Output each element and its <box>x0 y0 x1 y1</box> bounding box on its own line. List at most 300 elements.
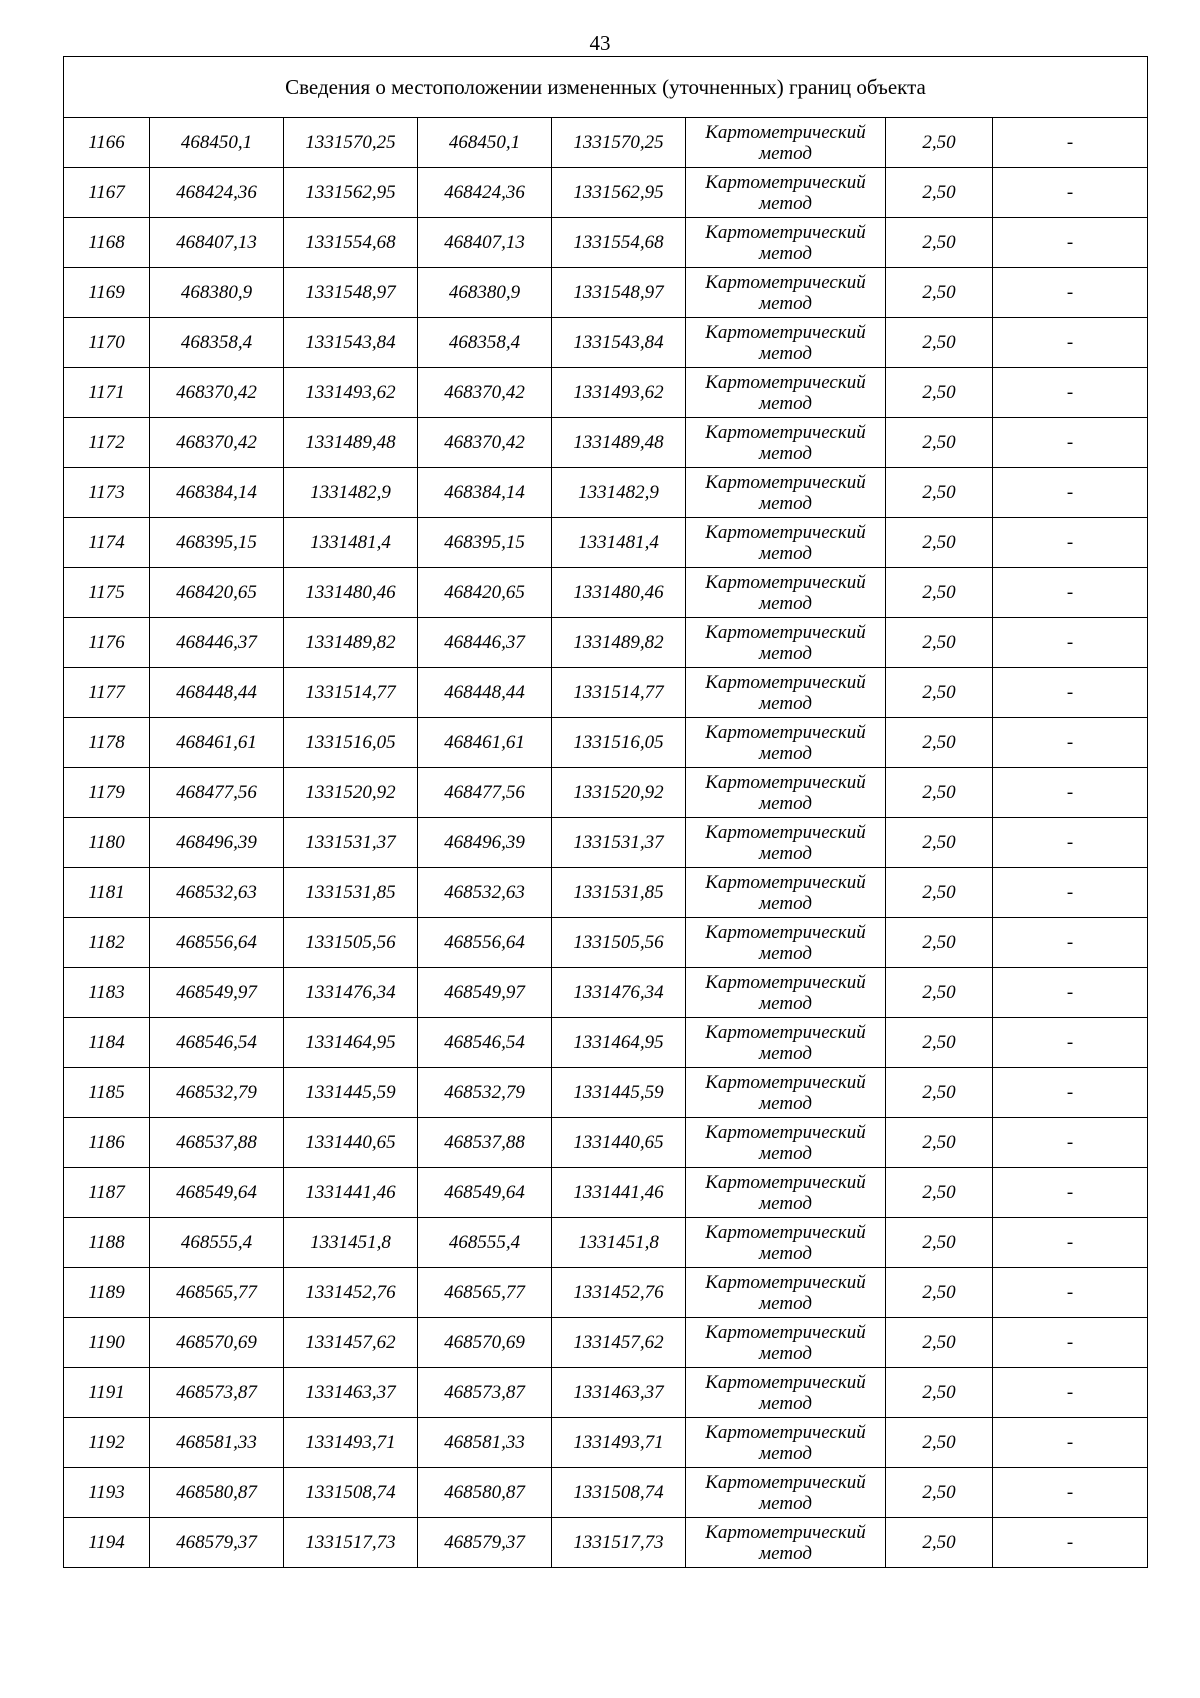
table-row <box>64 1118 1148 1168</box>
old-x-cell: 468549,64 <box>150 1168 284 1218</box>
point-number-cell: 1184 <box>64 1018 150 1068</box>
new-y-cell: 1331463,37 <box>552 1368 686 1418</box>
method-cell <box>686 368 886 418</box>
new-y-cell: 1331440,65 <box>552 1118 686 1168</box>
description-cell: - <box>993 1318 1148 1368</box>
method-line-1: Картометрический <box>705 921 866 943</box>
point-number-cell: 1175 <box>64 568 150 618</box>
point-number-cell: 1188 <box>64 1218 150 1268</box>
method-cell <box>686 818 886 868</box>
new-x-cell: 468448,44 <box>418 668 552 718</box>
accuracy-cell: 2,50 <box>886 968 993 1018</box>
old-y-cell: 1331441,46 <box>284 1168 418 1218</box>
old-x-cell: 468407,13 <box>150 218 284 268</box>
new-x-cell: 468370,42 <box>418 418 552 468</box>
new-y-cell: 1331489,48 <box>552 418 686 468</box>
method-line-2: метод <box>759 1342 812 1364</box>
point-number-cell: 1166 <box>64 118 150 168</box>
table-row <box>64 1318 1148 1368</box>
method-line-2: метод <box>759 1142 812 1164</box>
new-x-cell: 468549,97 <box>418 968 552 1018</box>
method-line-2: метод <box>759 242 812 264</box>
accuracy-cell: 2,50 <box>886 1218 993 1268</box>
method-line-2: метод <box>759 342 812 364</box>
method-cell <box>686 1018 886 1068</box>
point-number-cell: 1170 <box>64 318 150 368</box>
old-x-cell: 468370,42 <box>150 368 284 418</box>
method-line-1: Картометрический <box>705 121 866 143</box>
description-cell: - <box>993 318 1148 368</box>
new-x-cell: 468581,33 <box>418 1418 552 1468</box>
point-number-cell: 1182 <box>64 918 150 968</box>
old-x-cell: 468556,64 <box>150 918 284 968</box>
new-x-cell: 468546,54 <box>418 1018 552 1068</box>
method-line-2: метод <box>759 1092 812 1114</box>
old-x-cell: 468446,37 <box>150 618 284 668</box>
old-x-cell: 468358,4 <box>150 318 284 368</box>
description-cell: - <box>993 718 1148 768</box>
method-cell <box>686 918 886 968</box>
old-y-cell: 1331489,82 <box>284 618 418 668</box>
accuracy-cell: 2,50 <box>886 1368 993 1418</box>
page-number: 43 <box>589 31 611 55</box>
accuracy-cell: 2,50 <box>886 868 993 918</box>
method-line-1: Картометрический <box>705 421 866 443</box>
old-x-cell: 468450,1 <box>150 118 284 168</box>
method-line-1: Картометрический <box>705 521 866 543</box>
method-line-2: метод <box>759 142 812 164</box>
old-y-cell: 1331481,4 <box>284 518 418 568</box>
new-y-cell: 1331517,73 <box>552 1518 686 1568</box>
description-cell: - <box>993 818 1148 868</box>
point-number-cell: 1193 <box>64 1468 150 1518</box>
old-x-cell: 468496,39 <box>150 818 284 868</box>
accuracy-cell: 2,50 <box>886 1318 993 1368</box>
accuracy-cell: 2,50 <box>886 568 993 618</box>
method-line-1: Картометрический <box>705 371 866 393</box>
accuracy-cell: 2,50 <box>886 668 993 718</box>
old-x-cell: 468532,79 <box>150 1068 284 1118</box>
point-number-cell: 1174 <box>64 518 150 568</box>
description-cell: - <box>993 1218 1148 1268</box>
method-line-1: Картометрический <box>705 1171 866 1193</box>
point-number-cell: 1171 <box>64 368 150 418</box>
new-x-cell: 468555,4 <box>418 1218 552 1268</box>
description-cell: - <box>993 968 1148 1018</box>
point-number-cell: 1172 <box>64 418 150 468</box>
method-line-1: Картометрический <box>705 1371 866 1393</box>
old-x-cell: 468549,97 <box>150 968 284 1018</box>
new-x-cell: 468395,15 <box>418 518 552 568</box>
method-cell <box>686 1468 886 1518</box>
method-cell <box>686 468 886 518</box>
point-number-cell: 1192 <box>64 1418 150 1468</box>
old-x-cell: 468580,87 <box>150 1468 284 1518</box>
point-number-cell: 1180 <box>64 818 150 868</box>
accuracy-cell: 2,50 <box>886 618 993 668</box>
table-row <box>64 568 1148 618</box>
method-cell <box>686 768 886 818</box>
description-cell: - <box>993 418 1148 468</box>
old-x-cell: 468573,87 <box>150 1368 284 1418</box>
table-row <box>64 1368 1148 1418</box>
method-cell <box>686 318 886 368</box>
point-number-cell: 1176 <box>64 618 150 668</box>
new-x-cell: 468461,61 <box>418 718 552 768</box>
old-x-cell: 468420,65 <box>150 568 284 618</box>
method-line-2: метод <box>759 442 812 464</box>
old-x-cell: 468370,42 <box>150 418 284 468</box>
old-y-cell: 1331482,9 <box>284 468 418 518</box>
point-number-cell: 1181 <box>64 868 150 918</box>
point-number-cell: 1185 <box>64 1068 150 1118</box>
new-y-cell: 1331481,4 <box>552 518 686 568</box>
point-number-cell: 1167 <box>64 168 150 218</box>
old-x-cell: 468565,77 <box>150 1268 284 1318</box>
new-y-cell: 1331451,8 <box>552 1218 686 1268</box>
description-cell: - <box>993 1468 1148 1518</box>
point-number-cell: 1187 <box>64 1168 150 1218</box>
description-cell: - <box>993 1018 1148 1068</box>
new-x-cell: 468358,4 <box>418 318 552 368</box>
method-line-2: метод <box>759 1292 812 1314</box>
description-cell: - <box>993 1118 1148 1168</box>
point-number-cell: 1178 <box>64 718 150 768</box>
method-line-2: метод <box>759 792 812 814</box>
description-cell: - <box>993 1368 1148 1418</box>
table-row <box>64 1468 1148 1518</box>
accuracy-cell: 2,50 <box>886 1268 993 1318</box>
description-cell: - <box>993 468 1148 518</box>
method-line-1: Картометрический <box>705 671 866 693</box>
method-line-2: метод <box>759 542 812 564</box>
table-row <box>64 168 1148 218</box>
old-y-cell: 1331562,95 <box>284 168 418 218</box>
description-cell: - <box>993 168 1148 218</box>
accuracy-cell: 2,50 <box>886 1468 993 1518</box>
description-cell: - <box>993 1518 1148 1568</box>
method-line-1: Картометрический <box>705 471 866 493</box>
new-y-cell: 1331445,59 <box>552 1068 686 1118</box>
method-line-2: метод <box>759 1042 812 1064</box>
old-y-cell: 1331516,05 <box>284 718 418 768</box>
point-number-cell: 1190 <box>64 1318 150 1368</box>
method-cell <box>686 168 886 218</box>
accuracy-cell: 2,50 <box>886 918 993 968</box>
old-x-cell: 468570,69 <box>150 1318 284 1368</box>
point-number-cell: 1168 <box>64 218 150 268</box>
method-line-2: метод <box>759 292 812 314</box>
method-line-2: метод <box>759 392 812 414</box>
boundary-coordinates-table <box>63 56 1148 1568</box>
accuracy-cell: 2,50 <box>886 318 993 368</box>
new-y-cell: 1331514,77 <box>552 668 686 718</box>
new-y-cell: 1331548,97 <box>552 268 686 318</box>
method-line-1: Картометрический <box>705 971 866 993</box>
method-line-2: метод <box>759 742 812 764</box>
new-x-cell: 468450,1 <box>418 118 552 168</box>
accuracy-cell: 2,50 <box>886 218 993 268</box>
new-x-cell: 468424,36 <box>418 168 552 218</box>
old-y-cell: 1331531,37 <box>284 818 418 868</box>
accuracy-cell: 2,50 <box>886 118 993 168</box>
new-x-cell: 468570,69 <box>418 1318 552 1368</box>
description-cell: - <box>993 618 1148 668</box>
new-y-cell: 1331482,9 <box>552 468 686 518</box>
point-number-cell: 1169 <box>64 268 150 318</box>
method-line-1: Картометрический <box>705 1321 866 1343</box>
method-line-1: Картометрический <box>705 721 866 743</box>
table-row <box>64 518 1148 568</box>
method-line-2: метод <box>759 592 812 614</box>
method-line-1: Картометрический <box>705 271 866 293</box>
method-line-1: Картометрический <box>705 321 866 343</box>
new-y-cell: 1331505,56 <box>552 918 686 968</box>
new-y-cell: 1331570,25 <box>552 118 686 168</box>
method-cell <box>686 1268 886 1318</box>
new-x-cell: 468565,77 <box>418 1268 552 1318</box>
point-number-cell: 1191 <box>64 1368 150 1418</box>
description-cell: - <box>993 368 1148 418</box>
old-x-cell: 468384,14 <box>150 468 284 518</box>
method-line-2: метод <box>759 1492 812 1514</box>
method-line-1: Картометрический <box>705 1221 866 1243</box>
method-cell <box>686 268 886 318</box>
method-cell <box>686 218 886 268</box>
old-y-cell: 1331451,8 <box>284 1218 418 1268</box>
table-row <box>64 318 1148 368</box>
table-row <box>64 1518 1148 1568</box>
old-y-cell: 1331554,68 <box>284 218 418 268</box>
new-y-cell: 1331554,68 <box>552 218 686 268</box>
table-row <box>64 818 1148 868</box>
old-y-cell: 1331489,48 <box>284 418 418 468</box>
method-line-2: метод <box>759 1542 812 1564</box>
point-number-cell: 1194 <box>64 1518 150 1568</box>
old-x-cell: 468477,56 <box>150 768 284 818</box>
new-y-cell: 1331476,34 <box>552 968 686 1018</box>
new-x-cell: 468370,42 <box>418 368 552 418</box>
table-row <box>64 218 1148 268</box>
new-y-cell: 1331562,95 <box>552 168 686 218</box>
method-line-1: Картометрический <box>705 571 866 593</box>
method-line-1: Картометрический <box>705 821 866 843</box>
new-y-cell: 1331493,71 <box>552 1418 686 1468</box>
accuracy-cell: 2,50 <box>886 818 993 868</box>
point-number-cell: 1189 <box>64 1268 150 1318</box>
table-row <box>64 618 1148 668</box>
method-line-1: Картометрический <box>705 1071 866 1093</box>
accuracy-cell: 2,50 <box>886 368 993 418</box>
new-x-cell: 468573,87 <box>418 1368 552 1418</box>
old-y-cell: 1331493,71 <box>284 1418 418 1468</box>
method-cell <box>686 418 886 468</box>
method-cell <box>686 618 886 668</box>
new-x-cell: 468420,65 <box>418 568 552 618</box>
description-cell: - <box>993 1268 1148 1318</box>
description-cell: - <box>993 118 1148 168</box>
old-x-cell: 468424,36 <box>150 168 284 218</box>
method-cell <box>686 1318 886 1368</box>
method-line-2: метод <box>759 942 812 964</box>
method-cell <box>686 1068 886 1118</box>
old-y-cell: 1331445,59 <box>284 1068 418 1118</box>
method-line-1: Картометрический <box>705 1021 866 1043</box>
accuracy-cell: 2,50 <box>886 168 993 218</box>
new-x-cell: 468549,64 <box>418 1168 552 1218</box>
new-x-cell: 468556,64 <box>418 918 552 968</box>
new-y-cell: 1331441,46 <box>552 1168 686 1218</box>
table-row <box>64 718 1148 768</box>
accuracy-cell: 2,50 <box>886 718 993 768</box>
table-row <box>64 368 1148 418</box>
old-x-cell: 468555,4 <box>150 1218 284 1268</box>
old-x-cell: 468448,44 <box>150 668 284 718</box>
description-cell: - <box>993 868 1148 918</box>
accuracy-cell: 2,50 <box>886 1418 993 1468</box>
new-y-cell: 1331480,46 <box>552 568 686 618</box>
table-row <box>64 968 1148 1018</box>
method-cell <box>686 968 886 1018</box>
old-x-cell: 468532,63 <box>150 868 284 918</box>
old-x-cell: 468395,15 <box>150 518 284 568</box>
new-x-cell: 468580,87 <box>418 1468 552 1518</box>
table-row <box>64 1418 1148 1468</box>
method-cell <box>686 1168 886 1218</box>
method-cell <box>686 518 886 568</box>
accuracy-cell: 2,50 <box>886 1018 993 1068</box>
method-cell <box>686 718 886 768</box>
new-x-cell: 468477,56 <box>418 768 552 818</box>
old-x-cell: 468546,54 <box>150 1018 284 1068</box>
accuracy-cell: 2,50 <box>886 1518 993 1568</box>
table-row <box>64 668 1148 718</box>
new-x-cell: 468496,39 <box>418 818 552 868</box>
new-y-cell: 1331464,95 <box>552 1018 686 1068</box>
method-line-2: метод <box>759 992 812 1014</box>
table-row <box>64 1218 1148 1268</box>
old-x-cell: 468579,37 <box>150 1518 284 1568</box>
table-row <box>64 768 1148 818</box>
method-cell <box>686 1418 886 1468</box>
accuracy-cell: 2,50 <box>886 418 993 468</box>
old-y-cell: 1331440,65 <box>284 1118 418 1168</box>
old-y-cell: 1331508,74 <box>284 1468 418 1518</box>
method-line-1: Картометрический <box>705 1521 866 1543</box>
method-cell <box>686 118 886 168</box>
method-cell <box>686 1368 886 1418</box>
new-y-cell: 1331508,74 <box>552 1468 686 1518</box>
old-y-cell: 1331514,77 <box>284 668 418 718</box>
description-cell: - <box>993 1068 1148 1118</box>
old-y-cell: 1331520,92 <box>284 768 418 818</box>
method-cell <box>686 1218 886 1268</box>
new-y-cell: 1331457,62 <box>552 1318 686 1368</box>
new-x-cell: 468407,13 <box>418 218 552 268</box>
accuracy-cell: 2,50 <box>886 768 993 818</box>
method-line-1: Картометрический <box>705 621 866 643</box>
table-row <box>64 1068 1148 1118</box>
old-y-cell: 1331464,95 <box>284 1018 418 1068</box>
old-y-cell: 1331531,85 <box>284 868 418 918</box>
new-y-cell: 1331452,76 <box>552 1268 686 1318</box>
new-x-cell: 468446,37 <box>418 618 552 668</box>
accuracy-cell: 2,50 <box>886 1068 993 1118</box>
table-row <box>64 868 1148 918</box>
description-cell: - <box>993 218 1148 268</box>
new-x-cell: 468579,37 <box>418 1518 552 1568</box>
description-cell: - <box>993 1168 1148 1218</box>
new-x-cell: 468380,9 <box>418 268 552 318</box>
accuracy-cell: 2,50 <box>886 1118 993 1168</box>
old-y-cell: 1331463,37 <box>284 1368 418 1418</box>
method-line-1: Картометрический <box>705 871 866 893</box>
new-y-cell: 1331516,05 <box>552 718 686 768</box>
old-x-cell: 468581,33 <box>150 1418 284 1468</box>
method-line-1: Картометрический <box>705 171 866 193</box>
table-row <box>64 268 1148 318</box>
new-x-cell: 468537,88 <box>418 1118 552 1168</box>
method-line-2: метод <box>759 692 812 714</box>
new-y-cell: 1331493,62 <box>552 368 686 418</box>
new-y-cell: 1331531,37 <box>552 818 686 868</box>
method-line-2: метод <box>759 492 812 514</box>
method-line-2: метод <box>759 892 812 914</box>
method-line-2: метод <box>759 192 812 214</box>
description-cell: - <box>993 918 1148 968</box>
new-y-cell: 1331531,85 <box>552 868 686 918</box>
method-cell <box>686 668 886 718</box>
old-y-cell: 1331517,73 <box>284 1518 418 1568</box>
method-line-1: Картометрический <box>705 771 866 793</box>
table-row <box>64 468 1148 518</box>
method-cell <box>686 568 886 618</box>
old-x-cell: 468537,88 <box>150 1118 284 1168</box>
method-cell <box>686 868 886 918</box>
description-cell: - <box>993 518 1148 568</box>
description-cell: - <box>993 268 1148 318</box>
method-line-2: метод <box>759 1192 812 1214</box>
method-cell <box>686 1118 886 1168</box>
accuracy-cell: 2,50 <box>886 518 993 568</box>
old-y-cell: 1331543,84 <box>284 318 418 368</box>
old-y-cell: 1331452,76 <box>284 1268 418 1318</box>
table-row <box>64 118 1148 168</box>
point-number-cell: 1177 <box>64 668 150 718</box>
method-line-2: метод <box>759 1392 812 1414</box>
old-x-cell: 468461,61 <box>150 718 284 768</box>
new-y-cell: 1331489,82 <box>552 618 686 668</box>
point-number-cell: 1183 <box>64 968 150 1018</box>
point-number-cell: 1179 <box>64 768 150 818</box>
table-row <box>64 1268 1148 1318</box>
method-line-1: Картометрический <box>705 1271 866 1293</box>
point-number-cell: 1173 <box>64 468 150 518</box>
table-caption: Сведения о местоположении измененных (уточненных) границ объекта <box>64 57 1148 118</box>
method-line-1: Картометрический <box>705 221 866 243</box>
point-number-cell: 1186 <box>64 1118 150 1168</box>
old-y-cell: 1331457,62 <box>284 1318 418 1368</box>
method-line-1: Картометрический <box>705 1471 866 1493</box>
method-line-2: метод <box>759 642 812 664</box>
old-y-cell: 1331570,25 <box>284 118 418 168</box>
method-line-2: метод <box>759 842 812 864</box>
new-x-cell: 468384,14 <box>418 468 552 518</box>
description-cell: - <box>993 1418 1148 1468</box>
accuracy-cell: 2,50 <box>886 1168 993 1218</box>
table-row <box>64 418 1148 468</box>
old-y-cell: 1331505,56 <box>284 918 418 968</box>
